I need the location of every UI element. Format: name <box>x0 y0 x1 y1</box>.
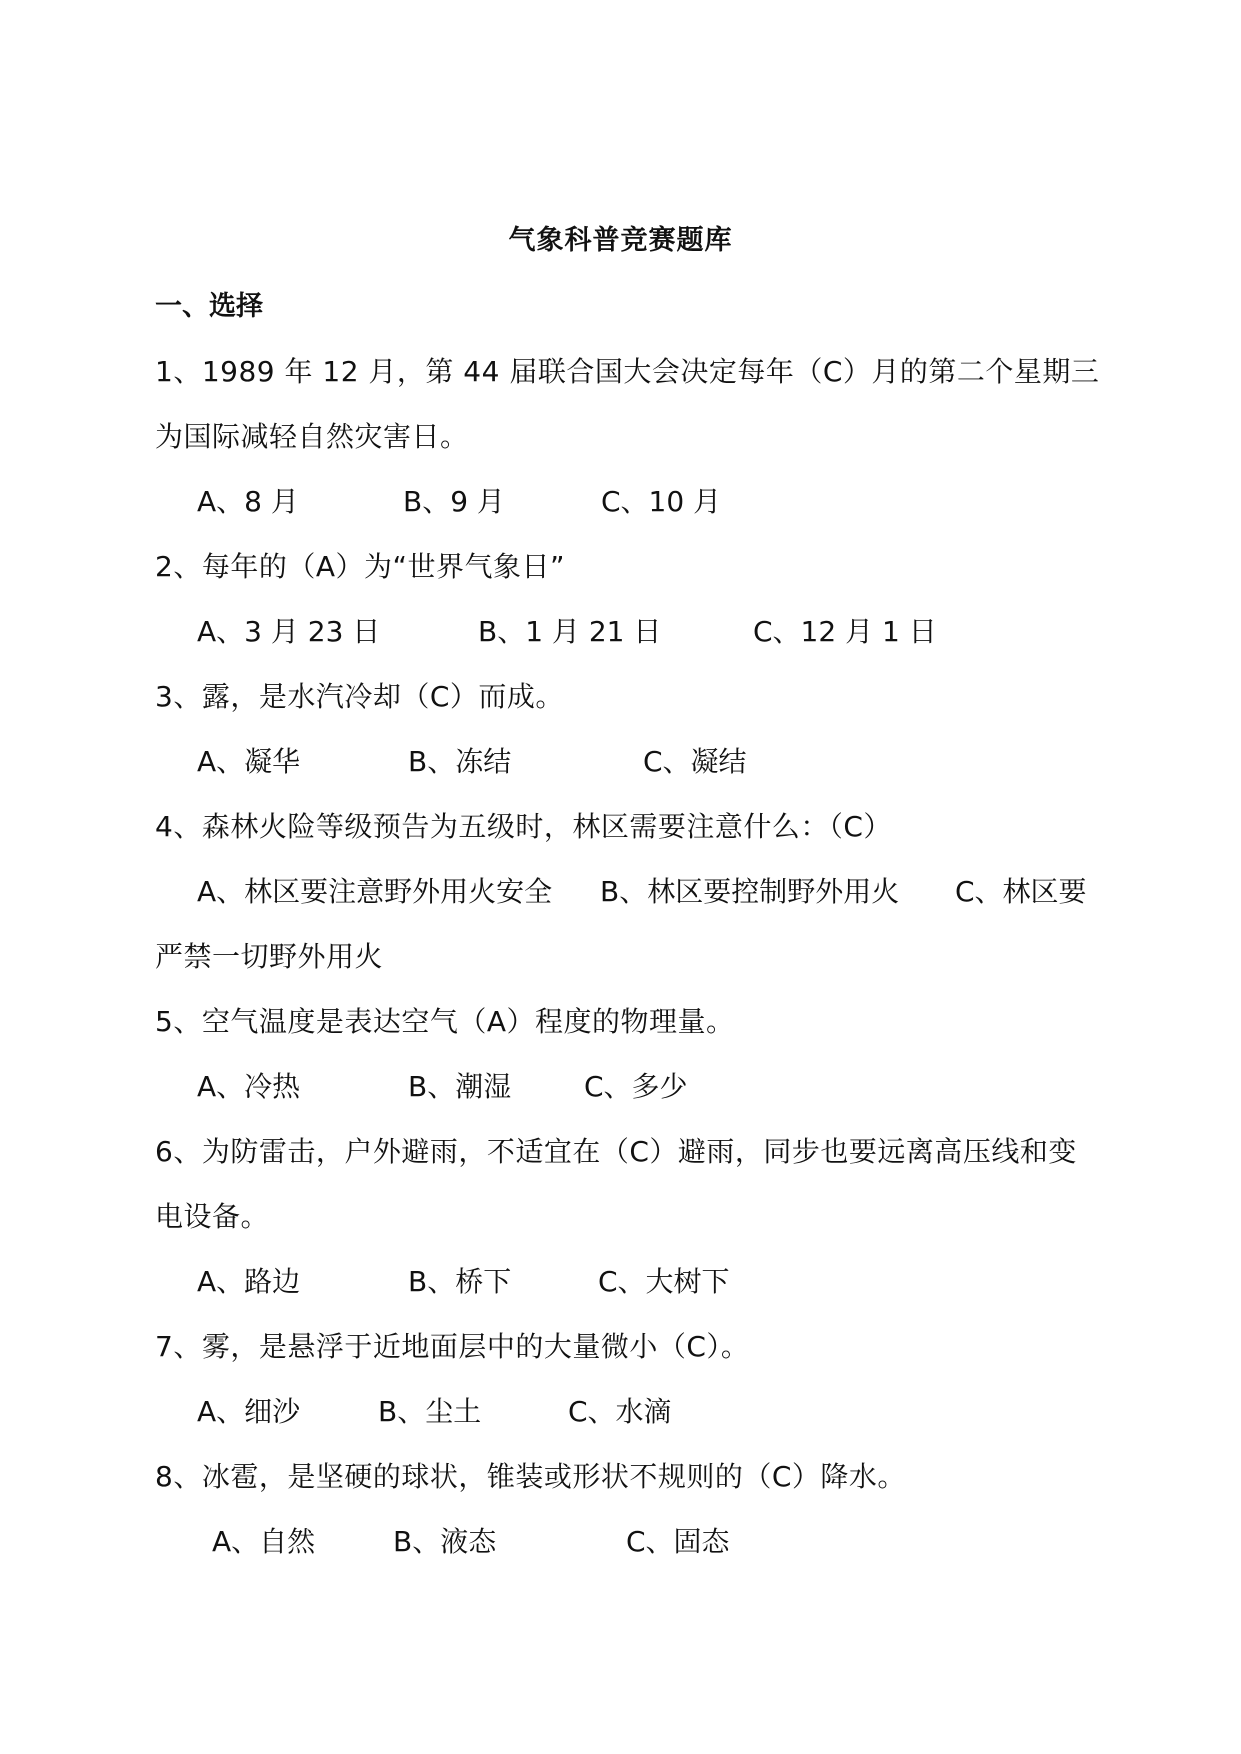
question-7-option-c: C、水滴 <box>568 1395 672 1428</box>
question-5-option-c: C、多少 <box>584 1070 688 1103</box>
question-7-option-b: B、尘土 <box>378 1395 482 1428</box>
question-1-option-a: A、8 月 <box>197 485 299 518</box>
question-4-option-a: A、林区要注意野外用火安全 <box>197 875 553 908</box>
question-6-text-cont: 电设备。 <box>155 1200 270 1233</box>
question-2-text: 2、每年的（A）为“世界气象日” <box>155 550 565 583</box>
question-5-text: 5、空气温度是表达空气（A）程度的物理量。 <box>155 1005 735 1038</box>
question-3-option-a: A、凝华 <box>197 745 301 778</box>
document-title: 气象科普竞赛题库 <box>508 225 733 256</box>
question-7-text: 7、雾，是悬浮于近地面层中的大量微小（C）。 <box>155 1330 750 1363</box>
question-4-option-c-cont: 严禁一切野外用火 <box>155 940 384 973</box>
question-6-option-b: B、桥下 <box>408 1265 512 1298</box>
question-3-option-c: C、凝结 <box>643 745 747 778</box>
question-4-option-b: B、林区要控制野外用火 <box>600 875 900 908</box>
question-2-option-a: A、3 月 23 日 <box>197 615 381 648</box>
question-2-option-c: C、12 月 1 日 <box>753 615 937 648</box>
question-1-text: 1、1989 年 12 月，第 44 届联合国大会决定每年（C）月的第二个星期三 <box>155 355 1100 388</box>
question-5-option-b: B、潮湿 <box>408 1070 512 1103</box>
question-6-text: 6、为防雷击，户外避雨，不适宜在（C）避雨，同步也要远离高压线和变 <box>155 1135 1077 1168</box>
question-8-option-c: C、固态 <box>626 1525 730 1558</box>
section-heading: 一、选择 <box>155 291 263 322</box>
question-8-option-a: A、自然 <box>212 1525 316 1558</box>
question-3-text: 3、露，是水汽冷却（C）而成。 <box>155 680 564 713</box>
question-8-option-b: B、液态 <box>393 1525 497 1558</box>
question-4-text: 4、森林火险等级预告为五级时，林区需要注意什么：（C） <box>155 810 892 843</box>
question-1-option-c: C、10 月 <box>601 485 722 518</box>
question-6-option-a: A、路边 <box>197 1265 301 1298</box>
question-3-option-b: B、冻结 <box>408 745 512 778</box>
question-8-text: 8、冰雹，是坚硬的球状，锥装或形状不规则的（C）降水。 <box>155 1460 906 1493</box>
question-1-option-b: B、9 月 <box>403 485 505 518</box>
question-7-option-a: A、细沙 <box>197 1395 301 1428</box>
question-1-text-cont: 为国际减轻自然灾害日。 <box>155 420 469 453</box>
question-5-option-a: A、冷热 <box>197 1070 301 1103</box>
question-4-option-c: C、林区要 <box>955 875 1087 908</box>
question-6-option-c: C、大树下 <box>598 1265 730 1298</box>
question-2-option-b: B、1 月 21 日 <box>478 615 662 648</box>
